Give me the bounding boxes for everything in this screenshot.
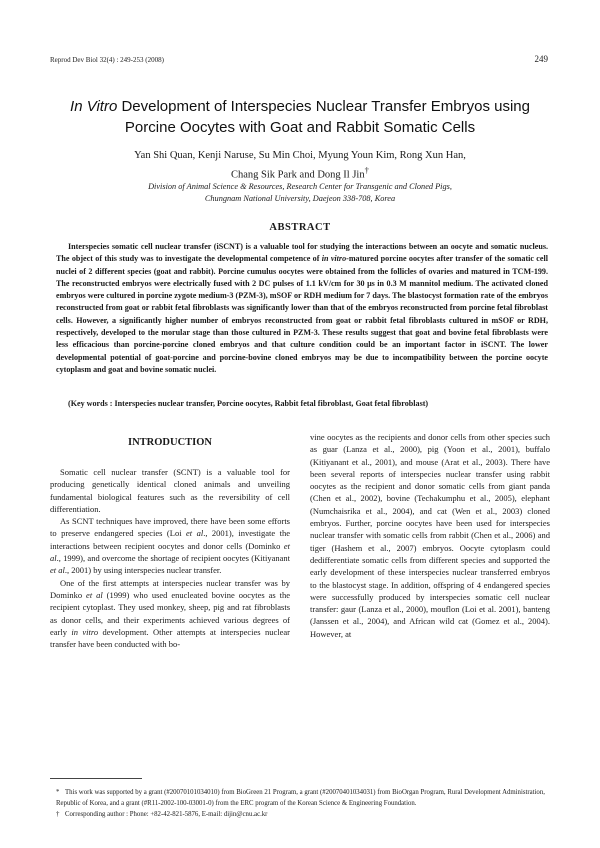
intro-p2-text-b: ., 2001), investigate the interactions between recipient oocytes and donor cells (Dominko — [50, 528, 290, 551]
footnote-divider — [50, 778, 142, 779]
intro-p3-in-vitro: in vitro — [71, 626, 99, 637]
footnote-corresponding-text: Corresponding author : Phone: +82-42-821-5876, E-mail: dijin@cnu.ac.kr — [65, 811, 268, 818]
footnote-funding-mark: * — [56, 789, 60, 796]
abstract-text-2: -matured porcine oocytes after transfer of the somatic cell nuclei of 2 different species (goat and rabbit). Porcine cumulus oocytes were obtained from the follicles of ovaries and matured in TCM-199. The reconstructed embryos were electrically fused with 2 DC pulses of 1.1 kV/cm for 30 μs in 0.3 M mannitol medium. The activated cloned embryos were cultured in porcine zygote medium-3 (PZM-3), mSOF or RDH medium for 7 days. The blastocyst formation rate of the embryos reconstructed from goat or rabbit fetal fibroblasts was significantly lower than that of the embryos reconstructed from porcine fetal fibroblast cells. However, a significantly higher number of embryos reconstructed from goat or rabbit fetal fibroblasts cultured in mSOF or RDH, respectively, developed to the morular stage than those cultured in PZM-3. These results suggest that goat and bovine fetal fibroblasts were less efficacious than porcine-porcine cloned embryos and that culture condition could be an important factor in iSCNT. The lower developmental potential of goat-porcine and porcine-bovine cloned embryos may be due to incompatibility between the porcine oocyte cytoplasm and goat and bovine somatic nuclei. — [56, 254, 548, 374]
footnotes — [56, 787, 548, 820]
journal-citation: Reprod Dev Biol 32(4) : 249-253 (2008) — [50, 56, 164, 64]
footnote-corresponding-mark: † — [56, 811, 60, 818]
intro-p3-text-a: One of the first attempts at interspecies nuclear transfer was by Dominko — [50, 577, 290, 600]
affiliation-line-2: Chungnam National University, Daejeon 338-708, Korea — [204, 194, 396, 203]
introduction-heading: INTRODUCTION — [127, 437, 212, 448]
authors-line-1: Yan Shi Quan, Kenji Naruse, Su Min Choi, Myung Youn Kim, Rong Xun Han, — [134, 150, 466, 161]
left-column — [50, 466, 290, 650]
page-number: 249 — [534, 54, 548, 64]
abstract-text-1: Interspecies somatic cell nuclear transfer (iSCNT) is a valuable tool for studying the interactions between an oocyte and somatic nucleus. The object of this study was to investigate the developmental competence of — [56, 242, 548, 264]
author-list — [50, 148, 550, 183]
abstract-heading: ABSTRACT — [269, 222, 331, 233]
intro-p2-text-c: ., 1999), and overcome the shortage of recipient oocytes (Kitiyanant — [56, 553, 290, 564]
authors-line-2-text: Chang Sik Park and Dong Il Jin — [231, 169, 365, 181]
footnote-funding-text: This work was supported by a grant (#20070101034010) from BioGreen 21 Program, a grant (#20070401034031) from BioOrgan Program, Rural Development Administration, Republic of Korea, and a grant (#R11-2002-100-03001-0) from the ERC program of the Korean Science & Engineering Foundation. — [56, 789, 545, 807]
corresponding-author-mark: † — [364, 165, 369, 175]
intro-p2-text-d: ., 2001) by using interspecies nuclear transfer. — [64, 565, 222, 576]
title-line-1-rest: Development of Interspecies Nuclear Transfer Embryos using — [117, 98, 530, 115]
article-title — [40, 96, 560, 138]
abstract-italic: in vitro — [321, 254, 347, 264]
intro-p2-etal-3: et al — [50, 565, 65, 576]
footnote-funding — [56, 787, 548, 809]
right-column — [310, 431, 550, 640]
intro-p3-text-c: development. Other attempts at interspecies nuclear transfer have been conducted with bo- — [50, 626, 290, 650]
intro-p3-etal: et al — [86, 589, 103, 600]
authors-line-2 — [50, 163, 550, 183]
title-italic: In Vitro — [70, 98, 118, 115]
keywords: (Key words : Interspecies nuclear transfer, Porcine oocytes, Rabbit fetal fibroblast, Goat fetal fibroblast) — [68, 399, 429, 408]
intro-p2-text-a: As SCNT techniques have improved, there have been some efforts to preserve endangered species (Loi — [50, 516, 290, 539]
intro-paragraph-3 — [50, 577, 290, 651]
title-line-2: Porcine Oocytes with Goat and Rabbit Somatic Cells — [124, 119, 476, 136]
intro-p3-text-b: (1999) who used enucleated bovine oocytes as the recipient cytoplast. They used monkey, sheep, pig and rat fibroblasts as donor cells, and their experiments achieved various degrees of early — [50, 589, 290, 637]
abstract-body — [56, 241, 548, 376]
intro-paragraph-2 — [50, 515, 290, 576]
affiliation-line-1: Division of Animal Science & Resources, Research Center for Transgenic and Cloned Pigs, — [148, 182, 452, 191]
intro-paragraph-1: Somatic cell nuclear transfer (SCNT) is a valuable tool for producing genetically identical cloned animals and unveiling fundamental biological features such as the reversibility of cell differentiation. — [50, 467, 290, 514]
intro-p2-etal-2: et al — [50, 540, 290, 564]
intro-right-column-text: vine oocytes as the recipients and donor cells from other species such as guar (Lanza et al., 2000), pig (Yoon et al., 2001), buffalo (Kitiyanant et al., 2001), and mouse (Arat et al., 2003). There have been several reports of interspecies nuclear transfer using rabbit oocytes as the recipient and donor somatic cells from giant panda (Chen et al., 2002), bovine (Techakumphu et al., 2005), elephant (Numchaisrika et al., 2004), and cat (Wen et al., 2003) cloned embryos. Further, porcine oocytes have been used for interspecies nuclear transfer with somatic cells from rabbit (Chen et al., 2006) and tiger (Hashem et al., 2007) embryos. Oocyte cytoplasm could dedifferentiate somatic cells from different species and supported the early development of these interspecies nuclear transferred embryos to the blastocyst stage. In addition, offspring of 4 endangered species were successfully produced by interspecies somatic cell nuclear transfer: gaur (Lanza et al., 2000), mouflon (Loi et al. 2001), banteng (Janssen et al., 2004), and African wild cat (Gomez et al., 2004). However, at — [310, 432, 550, 639]
title-line-1 — [40, 96, 560, 117]
intro-p2-etal-1: et al — [186, 528, 204, 539]
footnote-corresponding — [56, 809, 548, 820]
affiliation — [50, 181, 550, 205]
